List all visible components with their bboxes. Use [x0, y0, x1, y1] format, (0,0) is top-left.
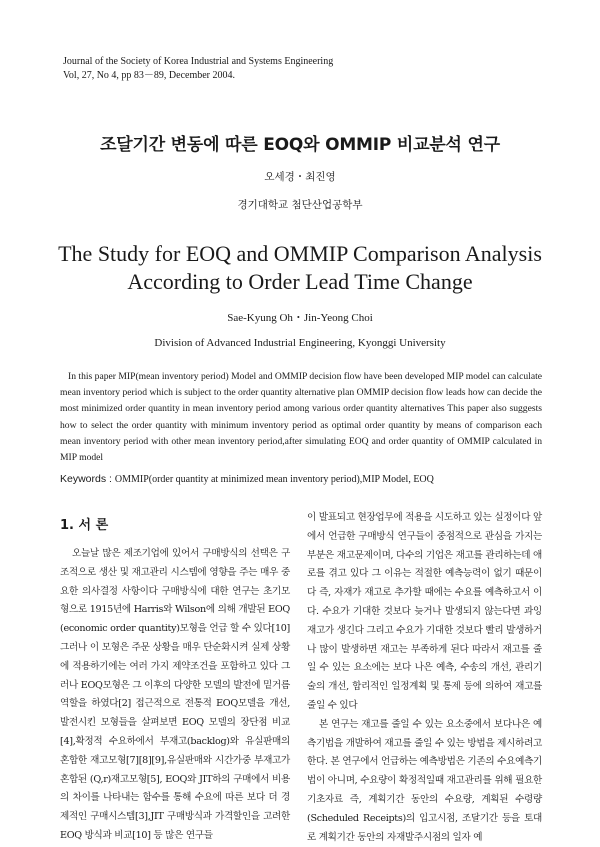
keywords	[60, 473, 542, 485]
title-korean: 조달기간 변동에 따른 EOQ와 OMMIP 비교분석 연구	[100, 135, 500, 155]
authors-english: Sae-Kyung Oh・Jin-Yeong Choi	[227, 312, 373, 324]
body-column-right	[307, 509, 542, 847]
body-column-left	[60, 545, 290, 846]
journal-name: Journal of the Society of Korea Industrial and Systems Engineering	[63, 56, 334, 67]
affiliation-english: Division of Advanced Industrial Engineering, Kyonggi University	[154, 337, 446, 349]
title-english	[0, 240, 600, 296]
paragraph: 본 연구는 재고를 줄일 수 있는 요소중에서 보다나은 예측기법을 개발하여 재고를 줄일 수 있는 방법을 제시하려고 한다. 본 연구에서 언급하는 예측방법은 기존의 수요예측기법이 아니며, 수요량이 확정적일때 재고관리를 위해 필요한 기초자료 즉, 계획기간 동안의 수요량, 계획된 수령량(Scheduled Receipts)의 입고시점, 조달기간 등을 토대로 계획기간 동안의 자재발주시점의 일자 예	[307, 718, 542, 843]
keywords-text: OMMIP(order quantity at minimized mean inventory period),MIP Model, EOQ	[114, 474, 434, 485]
abstract: In this paper MIP(mean inventory period) Model and OMMIP decision flow have been developed MIP model can calculate mean inventory period which is subject to the order quantity alternative plan OMMIP decision flow leads how can decide the most minimized order quantity in mean inventory period among various order quantity alternatives This paper also suggests how to select the order quantity with minimum inventory period as optimal order quantity by means of comparison each mean inventory period with other mean inventory period,after simulating EOQ and order quantity of OMMIP calculated in MIP model	[60, 371, 542, 464]
authors-korean: 오세경・최진영	[264, 171, 336, 183]
affiliation-korean: 경기대학교 첨단산업공학부	[237, 199, 363, 211]
section-heading: 1. 서 론	[60, 518, 109, 533]
journal-volume: Vol, 27, No 4, pp 83－89, December 2004.	[63, 70, 236, 81]
keywords-label: Keywords :	[60, 473, 115, 485]
journal-info	[63, 55, 333, 83]
paragraph: 오늘날 많은 제조기업에 있어서 구매방식의 선택은 구조적으로 생산 및 재고관리 시스템에 영향을 주는 매우 중요한 의사결정 사항이다 구매방식에 대한 연구는 초기모형으로 1915년에 Harris와 Wilson에 의해 개발된 EOQ (economic order quantity)모형을 언급 할 수 있다[10] 그러나 이 모형은 주문 상황을 매우 단순화시켜 실제 상황에 적용하기에는 여러 가지 제약조건을 포함하고 있다 그러나 EOQ모형은 그 이후의 다양한 모델의 발전에 밑거름 역할을 하였다[2] 접근적으로 전통적 EOQ모델을 개선, 발전시킨 모형들을 살펴보면 EOQ 모델의 장단점 비교[4],확정적 수요하에서 부재고(backlog)와 유실판매의 혼합한 재고모형[7][8][9],유실판매와 시간가중 부재고가 혼합된 (Q,r)재고모형[5], EOQ와 JIT하의 구매에서 비용의 차이를 나타내는 함수를 통해 수요에 따른 보다 더 경제적인 구매시스템[3],JIT 구매방식과 가격할인을 고려한 EOQ 방식과 비교[10] 등 많은 연구들	[60, 548, 290, 841]
paragraph: 이 발표되고 현장업무에 적용을 시도하고 있는 실정이다 앞에서 언급한 구매방식 연구들이 중점적으로 관심을 가지는 부분은 재고문제이며, 다수의 기업은 재고를 관리하는데 애로를 겪고 있다 그 이유는 적절한 예측능력이 없기 때문이다 즉, 자재가 재고로 추가할 때에는 수요를 예측하고서 이다. 수요가 기대한 것보다 늦거나 발생되지 않는다면 과잉재고가 생긴다 그리고 수요가 기대한 것보다 빨리 발생하거나 많이 발생하면 재고는 부족하게 된다 따라서 재고를 줄일 수 있는 요소에는 보다 나은 예측, 수송의 개선, 관리기술의 개선, 합리적인 일정계획 및 통제 등에 의하여 재고를 줄일 수 있다	[307, 512, 542, 711]
title-english-line1: The Study for EOQ and OMMIP Comparison Analysis	[58, 241, 542, 266]
title-english-line2: According to Order Lead Time Change	[127, 269, 473, 294]
